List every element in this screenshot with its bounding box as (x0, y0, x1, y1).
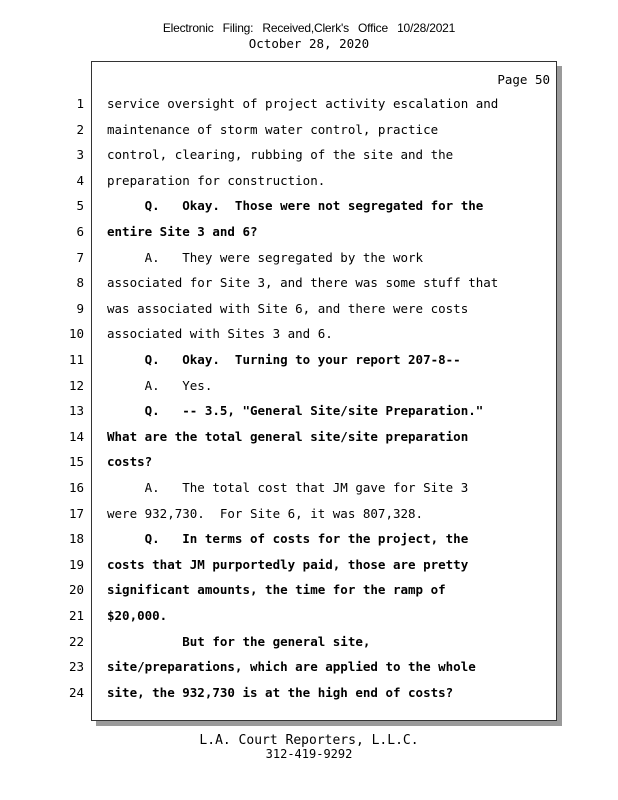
line-number: 21 (68, 608, 84, 623)
transcript-line: associated for Site 3, and there was some stuff that (107, 275, 499, 290)
transcript-line: control, clearing, rubbing of the site and the (107, 147, 454, 162)
line-number: 10 (68, 326, 84, 341)
line-number: 12 (68, 378, 84, 393)
line-number: 11 (68, 352, 84, 367)
transcript-line: was associated with Site 6, and there were costs (107, 301, 469, 316)
line-number: 2 (76, 122, 84, 137)
transcript-line: A. The total cost that JM gave for Site 3 (107, 480, 469, 495)
line-number: 7 (76, 250, 84, 265)
line-number: 24 (68, 685, 84, 700)
reporter-phone: 312-419-9292 (265, 747, 353, 761)
line-number: 17 (68, 506, 84, 521)
transcript-line: were 932,730. For Site 6, it was 807,328. (107, 506, 424, 521)
line-number: 22 (68, 634, 84, 649)
line-number: 16 (68, 480, 84, 495)
page-number: Page 50 (497, 72, 550, 87)
line-number: 6 (76, 224, 84, 239)
transcript-line: Q. In terms of costs for the project, the (107, 531, 469, 546)
transcript-line: maintenance of storm water control, practice (107, 122, 439, 137)
electronic-filing-stamp: Electronic Filing: Received,Clerk's Office 10/28/2021 (162, 21, 456, 35)
deposition-date: October 28, 2020 (248, 36, 370, 51)
transcript-line: Q. Okay. Turning to your report 207-8-- (107, 352, 461, 367)
line-number: 15 (68, 454, 84, 469)
transcript-line: A. They were segregated by the work (107, 250, 424, 265)
transcript-line: entire Site 3 and 6? (107, 224, 258, 239)
line-number: 18 (68, 531, 84, 546)
line-number: 8 (76, 275, 84, 290)
line-number: 23 (68, 659, 84, 674)
line-number: 19 (68, 557, 84, 572)
transcript-line: service oversight of project activity escalation and (107, 96, 499, 111)
line-number: 20 (68, 582, 84, 597)
transcript-line: costs that JM purportedly paid, those are pretty (107, 557, 469, 572)
transcript-line: But for the general site, (107, 634, 371, 649)
line-number: 3 (76, 147, 84, 162)
reporter-company: L.A. Court Reporters, L.L.C. (199, 733, 419, 748)
transcript-line: costs? (107, 454, 153, 469)
line-number: 9 (76, 301, 84, 316)
transcript-line: significant amounts, the time for the ramp of (107, 582, 446, 597)
line-number: 5 (76, 198, 84, 213)
line-number: 4 (76, 173, 84, 188)
line-number: 1 (76, 96, 84, 111)
line-number: 14 (68, 429, 84, 444)
transcript-line: associated with Sites 3 and 6. (107, 326, 333, 341)
transcript-line: Q. -- 3.5, "General Site/site Preparation." (107, 403, 484, 418)
transcript-line: preparation for construction. (107, 173, 326, 188)
transcript-line: What are the total general site/site preparation (107, 429, 469, 444)
transcript-line: $20,000. (107, 608, 168, 623)
transcript-line: site/preparations, which are applied to the whole (107, 659, 476, 674)
line-number: 13 (68, 403, 84, 418)
transcript-line: site, the 932,730 is at the high end of costs? (107, 685, 454, 700)
transcript-line: Q. Okay. Those were not segregated for the (107, 198, 484, 213)
transcript-line: A. Yes. (107, 378, 213, 393)
